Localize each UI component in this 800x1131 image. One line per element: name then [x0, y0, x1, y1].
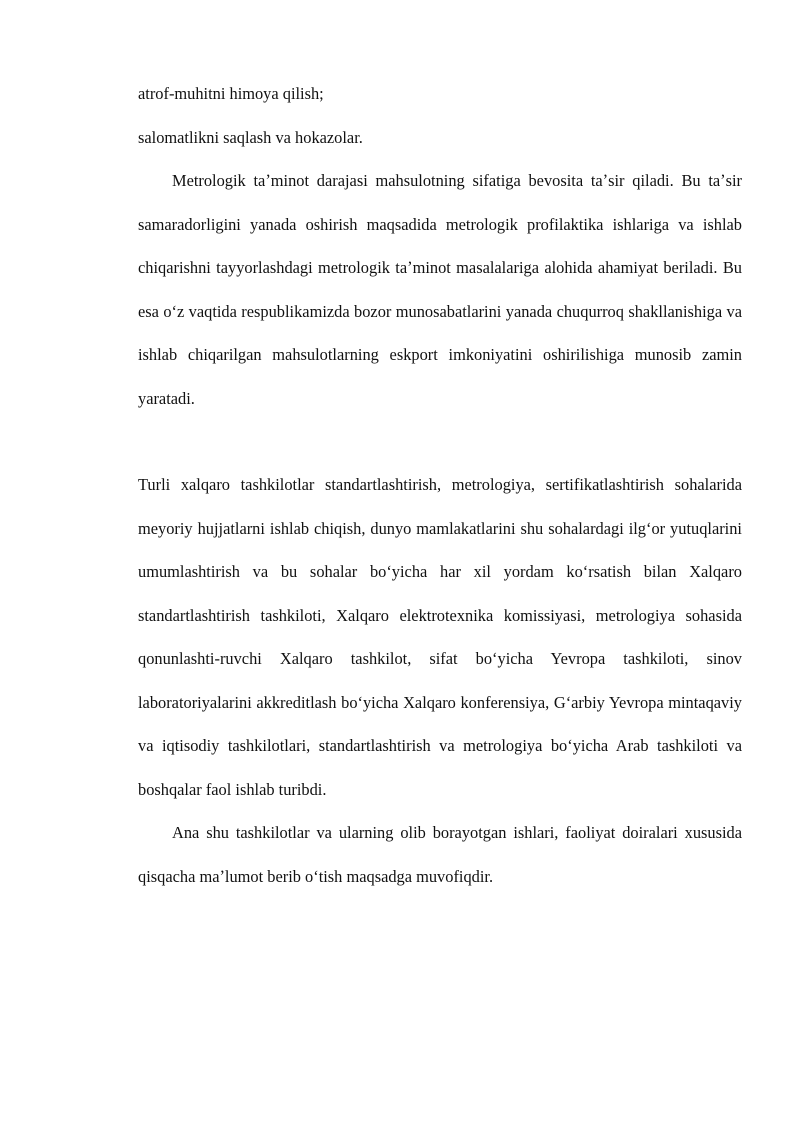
paragraph-list-item-2: salomatlikni saqlash va hokazolar.	[138, 127, 363, 147]
paragraph-international-organizations: Turli xalqaro tashkilotlar standartlashtirish, metrologiya, sertifikatlashtirish sohalarida meyoriy hujjatlarni ishlab chiqish, dunyo mamlakatlarini shu sohalardagi ilgʻor yutuqlarini umumlashtirish va bu sohalar boʻyicha har xil yordam koʻrsatish bilan Xalqaro standartlashtirish tashkiloti, Xalqaro elektrotexnika komissiyasi, metrologiya sohasida qonunlashti-ruvchi Xalqaro tashkilot, sifat boʻyicha Yevropa tashkiloti, sinov laboratoriyalarini akkreditlash boʻyicha Xalqaro konferensiya, Gʻarbiy Yevropa mintaqaviy va iqtisodiy tashkilotlari, standartlashtirish va metrologiya boʻyicha Arab tashkiloti va boshqalar faol ishlab turibdi.	[138, 475, 742, 799]
paragraph-list-item-1: atrof-muhitni himoya qilish;	[138, 84, 324, 103]
paragraph-spacer	[138, 420, 742, 463]
document-body	[138, 72, 742, 898]
paragraph-metrological-support: Metrologik taʼminot darajasi mahsulotning sifatiga bevosita taʼsir qiladi. Bu taʼsir samaradorligini yanada oshirish maqsadida metrologik profilaktika ishlariga va ishlab chiqarishni tayyorlashdagi metrologik taʼminot masalalariga alohida ahamiyat beriladi. Bu esa oʻz vaqtida respublikamizda bozor munosabatlarini yanada chuqurroq shakllanishiga va ishlab chiqarilgan mahsulotlarning eskport imkoniyatini oshirilishiga munosib zamin yaratadi.	[138, 171, 742, 408]
paragraph-conclusion: Ana shu tashkilotlar va ularning olib borayotgan ishlari, faoliyat doiralari xususida qisqacha maʼlumot berib oʻtish maqsadga muvofiqdir.	[138, 823, 742, 886]
